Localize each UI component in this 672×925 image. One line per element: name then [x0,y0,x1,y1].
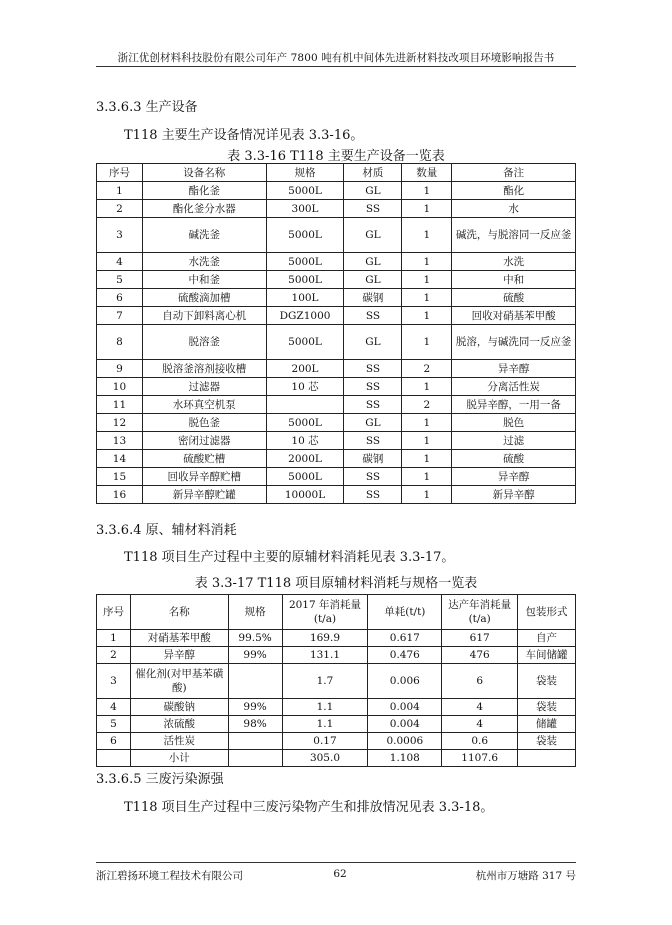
table-row [97,450,576,468]
table-cell: 脱溶釜 [142,325,266,360]
table-row [97,182,576,200]
table-cell: 16 [97,486,143,504]
header-cell: 备注 [452,164,576,182]
table-row [97,468,576,486]
table-cell: 1 [402,486,452,504]
table-cell: 活性炭 [130,733,228,750]
table-cell: 99.5% [228,630,282,647]
table-cell: GL [344,325,402,360]
table-row [97,432,576,450]
table-cell: SS [344,360,402,378]
table-cell: 99% [228,699,282,716]
table-cell: 1.1 [282,716,368,733]
table-cell: 14 [97,450,143,468]
table-cell: GL [344,253,402,271]
table-cell: 1 [402,200,452,218]
table-cell: 10000L [266,486,344,504]
table-cell: 1 [97,630,131,647]
table-cell [228,664,282,699]
footer-rule [96,862,576,863]
table-cell: 1 [402,271,452,289]
table-row [97,253,576,271]
table-cell: 脱异辛醇，一用一备 [452,396,576,414]
table-cell: 13 [97,432,143,450]
table-cell: 碳酸钠 [130,699,228,716]
total-cell [228,750,282,767]
table-cell: 袋装 [518,664,576,699]
table-cell: 1 [402,414,452,432]
header-cell: 达产年消耗量(t/a) [442,595,518,630]
page-number: 62 [333,868,347,880]
table-cell: 自动下卸料离心机 [142,307,266,325]
table-cell: 5000L [266,218,344,253]
section-heading-materials: 3.3.6.4 原、辅材料消耗 [96,523,237,538]
total-cell [518,750,576,767]
table-cell: 酯化釜分水器 [142,200,266,218]
header-cell: 包装形式 [518,595,576,630]
table-cell: 98% [228,716,282,733]
section-text-materials: T118 项目生产过程中主要的原辅材料消耗见表 3.3-17。 [124,550,455,565]
table-cell: 1 [402,182,452,200]
header-cell: 材质 [344,164,402,182]
table-caption-equipment: 表 3.3-16 T118 主要生产设备一览表 [227,149,445,164]
table-cell: 水环真空机泵 [142,396,266,414]
table-cell: 1 [402,218,452,253]
table-cell: 0.004 [368,716,442,733]
table-cell: 袋装 [518,699,576,716]
table-cell: 4 [97,699,131,716]
header-cell: 规格 [266,164,344,182]
table-cell: 3 [97,218,143,253]
table-cell: 12 [97,414,143,432]
table-cell: 169.9 [282,630,368,647]
table-cell: 袋装 [518,733,576,750]
table-cell: 催化剂(对甲基苯磺酸) [130,664,228,699]
table-cell: 1 [402,468,452,486]
table-cell: 99% [228,647,282,664]
table-cell: 2 [402,396,452,414]
table-cell: 回收异辛醇贮槽 [142,468,266,486]
total-full-capacity: 1107.6 [442,750,518,767]
table-cell: GL [344,271,402,289]
table-cell: 脱溶釜溶剂接收槽 [142,360,266,378]
section-heading-pollution: 3.3.6.5 三废污染源强 [96,772,224,787]
table-cell: 过滤 [452,432,576,450]
header-cell: 设备名称 [142,164,266,182]
table-header-row [97,164,576,182]
table-row [97,630,576,647]
table-cell: SS [344,468,402,486]
table-cell: SS [344,200,402,218]
table-cell: 0.006 [368,664,442,699]
table-cell: 1 [402,289,452,307]
footer-address: 杭州市万塘路 317 号 [475,870,576,882]
table-cell: 水洗釜 [142,253,266,271]
table-cell: 5000L [266,468,344,486]
table-cell: 水洗 [452,253,576,271]
table-cell: 储罐 [518,716,576,733]
table-cell: DGZ1000 [266,307,344,325]
table-caption-materials: 表 3.3-17 T118 项目原辅材料消耗与规格一览表 [194,576,478,591]
table-cell: 617 [442,630,518,647]
table-cell: 4 [97,253,143,271]
header-cell: 2017 年消耗量(t/a) [282,595,368,630]
total-unit-consumption: 1.108 [368,750,442,767]
table-cell: GL [344,182,402,200]
table-cell: 2 [97,200,143,218]
table-cell: 5 [97,716,131,733]
table-row [97,414,576,432]
table-cell [266,396,344,414]
table-cell: 15 [97,468,143,486]
table-cell: 0.17 [282,733,368,750]
table-cell: 2 [402,360,452,378]
table-row [97,307,576,325]
table-cell [228,733,282,750]
table-cell: 异辛醇 [452,468,576,486]
table-cell: 硫酸贮槽 [142,450,266,468]
table-cell: 300L [266,200,344,218]
table-cell: 1 [402,253,452,271]
table-cell: 131.1 [282,647,368,664]
header-cell: 规格 [228,595,282,630]
header-cell: 单耗(t/t) [368,595,442,630]
table-cell: 6 [97,733,131,750]
table-cell: 中和釜 [142,271,266,289]
table-cell: 100L [266,289,344,307]
table-cell: 476 [442,647,518,664]
table-cell: GL [344,218,402,253]
footer-company: 浙江碧扬环境工程技术有限公司 [96,870,243,882]
total-cell [97,750,131,767]
table-cell: 10 芯 [266,378,344,396]
table-cell: 水 [452,200,576,218]
table-row [97,289,576,307]
table-cell: GL [344,414,402,432]
table-cell: 硫酸滴加槽 [142,289,266,307]
table-cell: 碱洗，与脱溶同一反应釜 [452,218,576,253]
table-row [97,218,576,253]
table-cell: 碱洗釜 [142,218,266,253]
table-cell: 5000L [266,253,344,271]
table-cell: 新异辛醇 [452,486,576,504]
table-cell: 硫酸 [452,450,576,468]
section-text-pollution: T118 项目生产过程中三废污染物产生和排放情况见表 3.3-18。 [124,800,494,815]
table-cell: 5000L [266,414,344,432]
header-cell: 数量 [402,164,452,182]
table-row [97,200,576,218]
table-cell: 10 [97,378,143,396]
total-consumption-2017: 305.0 [282,750,368,767]
equipment-table [96,163,576,504]
table-cell: 0.0006 [368,733,442,750]
table-cell: 1 [97,182,143,200]
table-cell: SS [344,396,402,414]
table-row [97,647,576,664]
table-cell: 1 [402,432,452,450]
table-cell: 硫酸 [452,289,576,307]
table-cell: 200L [266,360,344,378]
table-row [97,716,576,733]
section-text-equipment: T118 主要生产设备情况详见表 3.3-16。 [124,128,364,143]
table-cell: 1 [402,325,452,360]
table-row [97,360,576,378]
table-cell: 脱色釜 [142,414,266,432]
table-cell: 5000L [266,182,344,200]
table-cell: 1 [402,307,452,325]
table-cell: 异辛醇 [130,647,228,664]
table-cell: 1 [402,378,452,396]
table-cell: SS [344,432,402,450]
table-cell: 脱色 [452,414,576,432]
table-cell: 脱溶，与碱洗同一反应釜 [452,325,576,360]
table-cell: 碳钢 [344,450,402,468]
materials-table [96,594,576,767]
table-header-row [97,595,576,630]
table-row [97,271,576,289]
table-cell: 3 [97,664,131,699]
table-cell: 酯化釜 [142,182,266,200]
table-cell: 5 [97,271,143,289]
table-cell: 浓硫酸 [130,716,228,733]
table-cell: 酯化 [452,182,576,200]
table-cell: SS [344,486,402,504]
table-row [97,325,576,360]
table-cell: 0.476 [368,647,442,664]
table-cell: 回收对硝基苯甲酸 [452,307,576,325]
table-cell: 6 [97,289,143,307]
table-cell: 8 [97,325,143,360]
table-cell: 自产 [518,630,576,647]
table-cell: 5000L [266,325,344,360]
table-cell: 车间储罐 [518,647,576,664]
header-cell: 名称 [130,595,228,630]
table-cell: 对硝基苯甲酸 [130,630,228,647]
table-row [97,664,576,699]
table-cell: 新异辛醇贮罐 [142,486,266,504]
header-cell: 序号 [97,595,131,630]
table-cell: 4 [442,716,518,733]
table-cell: 碳钢 [344,289,402,307]
table-cell: SS [344,307,402,325]
table-cell: 10 芯 [266,432,344,450]
table-cell: 1.1 [282,699,368,716]
table-row [97,699,576,716]
table-cell: 密闭过滤器 [142,432,266,450]
table-cell: 过滤器 [142,378,266,396]
table-cell: 2000L [266,450,344,468]
header-cell: 序号 [97,164,143,182]
table-cell: 4 [442,699,518,716]
table-cell: 0.6 [442,733,518,750]
total-label: 小计 [130,750,228,767]
table-cell: 9 [97,360,143,378]
table-cell: SS [344,378,402,396]
table-row [97,733,576,750]
table-row [97,378,576,396]
table-cell: 1.7 [282,664,368,699]
table-cell: 2 [97,647,131,664]
table-row [97,486,576,504]
table-cell: 异辛醇 [452,360,576,378]
table-cell: 1 [402,450,452,468]
table-cell: 0.617 [368,630,442,647]
table-cell: 7 [97,307,143,325]
table-cell: 11 [97,396,143,414]
table-cell: 5000L [266,271,344,289]
table-total-row [97,750,576,767]
page-header: 浙江优创材料科技股份有限公司年产 7800 吨有机中间体先进新材料技改项目环境影响报告书 [117,52,555,64]
table-cell: 6 [442,664,518,699]
table-cell: 分离活性炭 [452,378,576,396]
table-cell: 中和 [452,271,576,289]
section-heading-equipment: 3.3.6.3 生产设备 [96,100,198,115]
table-row [97,396,576,414]
header-rule [96,66,576,67]
table-cell: 0.004 [368,699,442,716]
